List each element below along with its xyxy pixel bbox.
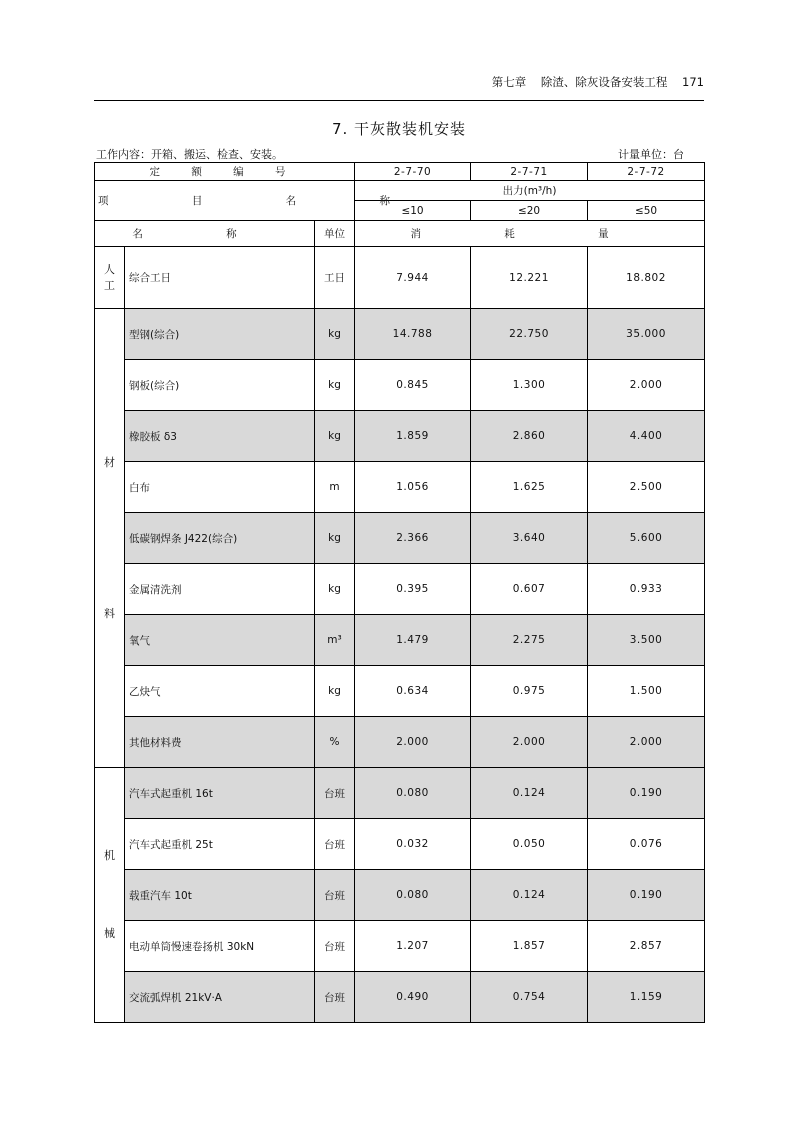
consumption-value: 0.190 [588, 870, 705, 921]
quota-table-body [95, 163, 705, 1023]
quota-table [94, 162, 705, 1023]
page-number: 171 [682, 75, 704, 89]
item-name: 乙炔气 [125, 666, 315, 717]
consumption-value: 1.056 [355, 462, 471, 513]
table-row [95, 564, 705, 615]
capacity-3: ≤50 [588, 201, 705, 221]
consumption-value: 1.859 [355, 411, 471, 462]
column-header-row [95, 221, 705, 247]
consumption-label: 消 耗 量 [355, 221, 705, 247]
consumption-value: 0.190 [588, 768, 705, 819]
consumption-value: 1.479 [355, 615, 471, 666]
item-name: 型钢(综合) [125, 309, 315, 360]
work-content: 工作内容：开箱、搬运、检查、安装。 [96, 148, 283, 161]
measure-unit: 计量单位：台 [618, 148, 684, 161]
consumption-value: 0.395 [355, 564, 471, 615]
capacity-label: 出力(m³/h) [355, 181, 705, 201]
consumption-value: 1.625 [471, 462, 588, 513]
item-unit: kg [315, 666, 355, 717]
item-name: 金属清洗剂 [125, 564, 315, 615]
category-label [95, 456, 124, 621]
consumption-value: 2.500 [588, 462, 705, 513]
consumption-value: 1.159 [588, 972, 705, 1023]
item-unit: 工日 [315, 247, 355, 309]
item-name: 橡胶板 δ3 [125, 411, 315, 462]
consumption-value: 22.750 [471, 309, 588, 360]
consumption-value: 1.207 [355, 921, 471, 972]
category-cell [95, 768, 125, 1023]
consumption-value: 0.607 [471, 564, 588, 615]
consumption-value: 1.500 [588, 666, 705, 717]
item-unit: 台班 [315, 972, 355, 1023]
item-unit: kg [315, 309, 355, 360]
quota-code-row [95, 163, 705, 181]
consumption-value: 2.275 [471, 615, 588, 666]
consumption-value: 12.221 [471, 247, 588, 309]
consumption-value: 0.080 [355, 870, 471, 921]
consumption-value: 0.845 [355, 360, 471, 411]
item-name: 低碳钢焊条 J422(综合) [125, 513, 315, 564]
item-label: 项 目 名 称 [95, 181, 355, 221]
table-row [95, 717, 705, 768]
item-unit: 台班 [315, 819, 355, 870]
consumption-value: 2.000 [588, 360, 705, 411]
consumption-value: 2.366 [355, 513, 471, 564]
item-name: 电动单筒慢速卷扬机 30kN [125, 921, 315, 972]
consumption-value: 0.490 [355, 972, 471, 1023]
category-label [95, 849, 124, 941]
category-char: 人 [104, 262, 115, 276]
consumption-value: 3.640 [471, 513, 588, 564]
item-name: 氧气 [125, 615, 315, 666]
consumption-value: 14.788 [355, 309, 471, 360]
chapter-title: 除渣、除灰设备安装工程 [540, 75, 668, 89]
item-unit: m [315, 462, 355, 513]
capacity-2: ≤20 [471, 201, 588, 221]
consumption-value: 0.634 [355, 666, 471, 717]
item-unit: 台班 [315, 921, 355, 972]
item-name: 汽车式起重机 25t [125, 819, 315, 870]
table-row [95, 411, 705, 462]
quota-code-1: 2-7-70 [355, 163, 471, 181]
table-row [95, 870, 705, 921]
category-char: 料 [104, 606, 115, 620]
quota-code-2: 2-7-71 [471, 163, 588, 181]
item-unit: 台班 [315, 870, 355, 921]
consumption-value: 35.000 [588, 309, 705, 360]
consumption-value: 0.933 [588, 564, 705, 615]
consumption-value: 2.000 [471, 717, 588, 768]
category-char: 机 [104, 849, 115, 862]
consumption-value: 0.050 [471, 819, 588, 870]
item-name: 载重汽车 10t [125, 870, 315, 921]
consumption-value: 2.000 [355, 717, 471, 768]
consumption-value: 2.857 [588, 921, 705, 972]
consumption-value: 2.860 [471, 411, 588, 462]
consumption-value: 4.400 [588, 411, 705, 462]
consumption-value: 5.600 [588, 513, 705, 564]
unit-label: 单位 [315, 221, 355, 247]
consumption-value: 0.124 [471, 768, 588, 819]
consumption-value: 0.754 [471, 972, 588, 1023]
item-name: 其他材料费 [125, 717, 315, 768]
table-row [95, 768, 705, 819]
consumption-value: 0.076 [588, 819, 705, 870]
item-unit: kg [315, 564, 355, 615]
consumption-value: 0.124 [471, 870, 588, 921]
page-header [94, 74, 704, 92]
consumption-value: 0.032 [355, 819, 471, 870]
item-name: 交流弧焊机 21kV·A [125, 972, 315, 1023]
table-row [95, 360, 705, 411]
item-unit: kg [315, 360, 355, 411]
consumption-value: 0.080 [355, 768, 471, 819]
category-label [95, 263, 124, 293]
item-unit: % [315, 717, 355, 768]
item-name: 白布 [125, 462, 315, 513]
consumption-value: 1.300 [471, 360, 588, 411]
capacity-header-row [95, 181, 705, 201]
category-char: 械 [104, 927, 115, 941]
table-row [95, 513, 705, 564]
item-unit: m³ [315, 615, 355, 666]
table-row [95, 462, 705, 513]
section-title: 7. 干灰散装机安装 [331, 120, 467, 138]
category-char: 工 [104, 278, 115, 292]
consumption-value: 18.802 [588, 247, 705, 309]
quota-code-3: 2-7-72 [588, 163, 705, 181]
consumption-value: 3.500 [588, 615, 705, 666]
category-cell [95, 247, 125, 309]
table-row [95, 309, 705, 360]
table-row [95, 666, 705, 717]
consumption-value: 7.944 [355, 247, 471, 309]
category-cell [95, 309, 125, 768]
item-name: 综合工日 [125, 247, 315, 309]
table-row [95, 615, 705, 666]
category-char: 材 [104, 455, 115, 469]
table-row [95, 921, 705, 972]
capacity-1: ≤10 [355, 201, 471, 221]
item-unit: kg [315, 411, 355, 462]
quota-label: 定 额 编 号 [95, 163, 355, 181]
table-row [95, 247, 705, 309]
table-row [95, 819, 705, 870]
chapter-number: 第七章 [491, 75, 527, 89]
consumption-value: 0.975 [471, 666, 588, 717]
header-rule [94, 100, 704, 101]
item-unit: 台班 [315, 768, 355, 819]
item-unit: kg [315, 513, 355, 564]
consumption-value: 2.000 [588, 717, 705, 768]
item-name: 汽车式起重机 16t [125, 768, 315, 819]
item-name: 钢板(综合) [125, 360, 315, 411]
table-row [95, 972, 705, 1023]
name-label: 名 称 [95, 221, 315, 247]
consumption-value: 1.857 [471, 921, 588, 972]
